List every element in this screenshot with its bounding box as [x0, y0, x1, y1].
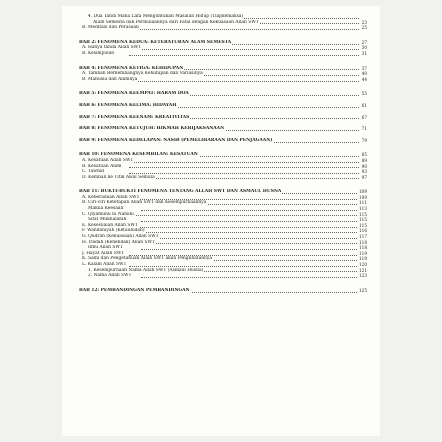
toc-page-number: 111 [359, 200, 367, 206]
toc-subentry [79, 77, 367, 83]
toc-page-number: 23 [361, 19, 367, 25]
toc-entry-title: B. Meditasi dan Perasaan [82, 25, 139, 31]
table-of-contents [79, 14, 367, 293]
toc-spacer [79, 31, 367, 40]
toc-dot-leader [129, 81, 359, 82]
toc-page-number: 31 [361, 50, 367, 56]
toc-page-number: 67 [361, 114, 367, 120]
toc-entry-title: G. Qudrah (Kekuasaan) Allah SWT [82, 234, 159, 240]
toc-entry-title: BAB 4: FENOMENA KETIGA: KEHIDUPAN [79, 65, 184, 71]
toc-entry-title: BAB 12: PEMBANDINGAN PEMBANDINGAN [79, 287, 190, 293]
toc-dot-leader [129, 178, 359, 179]
toc-page-number: 115 [359, 222, 367, 228]
toc-spacer [79, 82, 367, 91]
toc-page-number: 120 [359, 262, 367, 267]
toc-spacer [79, 143, 367, 152]
toc-chapter-entry [79, 126, 367, 132]
toc-page-number: 30 [361, 45, 367, 51]
toc-entry-title: E. Kesesuaian Allah SWT [82, 222, 138, 228]
toc-page-number: 117 [359, 234, 367, 240]
toc-page-number: 115 [359, 217, 367, 223]
toc-entry-title: BAB 5: FENOMENA KEEMPAT: HARAM DOA [79, 91, 189, 97]
toc-entry-title: H. Iradah (Kehendak) Allah SWT [82, 239, 155, 245]
toc-entry-title: BAB 9: FENOMENA KEDELAPAN: NASIB (PEMELIHARAAN DAN PENJAGAAN) [79, 137, 273, 143]
toc-chapter-entry [79, 138, 367, 144]
toc-page-number: 125 [359, 287, 367, 293]
toc-entry-title: 4. Dua Tahdi Mana Lafa Menguntukan Masalah Hidup (Tiapkemaksa) [88, 14, 244, 19]
toc-dot-leader [129, 55, 359, 56]
toc-entry-title: BAB 7: FENOMENA KEENAM: KREATIVITAS [79, 114, 190, 120]
toc-chapter-entry [79, 103, 367, 109]
toc-entry-title: B. Kesimpulan [82, 50, 115, 56]
toc-entry-title: A. Kesatuan Allah SWT [82, 157, 134, 163]
toc-page-number: 118 [359, 245, 367, 251]
toc-entry-title: BAB 6: FENOMENA KELIMA: HIDAYAH [79, 102, 177, 108]
toc-entry-title: A. Hanya tanda Allah SWT [82, 45, 142, 51]
toc-page-number: 40 [361, 71, 367, 77]
toc-page-number: 90 [361, 163, 367, 169]
toc-page-number: 61 [361, 102, 367, 108]
toc-entry-title: Makna Keesaan [88, 206, 124, 212]
toc-entry-title: L. Kalam Allah SWT [82, 262, 127, 267]
toc-chapter-entry [79, 91, 367, 97]
toc-entry-title: Sifat Mukhalafah [88, 217, 127, 223]
toc-subentry [79, 175, 367, 181]
toc-page-number: 37 [361, 65, 367, 71]
toc-subentry [79, 25, 367, 31]
book-page [62, 6, 380, 436]
toc-dot-leader [159, 107, 359, 108]
toc-page-number: 109 [359, 194, 367, 200]
toc-spacer [79, 180, 367, 189]
toc-entry-title: C. Tawhid [82, 169, 104, 175]
toc-spacer [79, 279, 367, 288]
toc-page-number: 97 [361, 174, 367, 180]
toc-page-number: 25 [361, 25, 367, 31]
toc-subentry [79, 273, 367, 279]
toc-page-number: 44 [361, 76, 367, 82]
toc-page-number: 115 [359, 211, 367, 217]
toc-entry-title: F. Wahdaniyah (Ketauhidan) [82, 228, 145, 234]
toc-page-number: 71 [361, 126, 367, 132]
toc-entry-title: Ilmu Allah SWT [88, 245, 123, 251]
toc-entry-title: B. Kesatuan Alam [82, 163, 122, 169]
toc-entry-title: C. Qiyamuhu bi Nafsihi [82, 211, 134, 217]
toc-entry-title: Alam Semesta dan Permulaannya dari Fatal dengan Kekuasaan Allah SWT [93, 19, 259, 25]
toc-page-number: 119 [359, 256, 367, 262]
toc-chapter-entry [79, 115, 367, 121]
toc-entry-title: BAB 11: BUKTI-BUKTI FENOMENA TENTANG ALLAH SWT DAN ASMAUL HUSNA [79, 189, 282, 195]
toc-page-number: 118 [359, 239, 367, 245]
toc-chapter-entry [79, 288, 367, 294]
toc-page-number: 55 [361, 91, 367, 97]
toc-entry-title: B. Ciri-ciri Ketetapan Allah SWT dan Kesempurnaannya [82, 200, 207, 206]
toc-page-number: 79 [361, 137, 367, 143]
toc-entry-title: 1. Kesempurnaan Nama Allah SWT (Asmaul Husna) [88, 267, 204, 273]
toc-page-number: 85 [361, 152, 367, 158]
toc-page-number: 93 [361, 169, 367, 175]
toc-entry-title: BAB 2: FENOMENA KEDUA: KETERATURAN ALAM SEMESTA [79, 39, 232, 45]
toc-dot-leader [141, 277, 359, 278]
toc-page-number: 123 [359, 273, 367, 279]
toc-page-number: 89 [361, 157, 367, 163]
toc-entry-title: BAB 8: FENOMENA KETUJUH: HIKMAH KEBIJAKSANAAN [79, 126, 225, 132]
toc-dot-leader [129, 29, 359, 30]
toc-page-number: 119 [359, 250, 367, 256]
toc-entry-title: D. Kembali ke Titik Awal Semula [82, 174, 155, 180]
toc-page-number: 113 [359, 206, 367, 212]
toc-page-number: 116 [359, 228, 367, 234]
toc-subentry [79, 51, 367, 57]
toc-entry-title: A. Keberadaan Allah SWT [82, 194, 140, 200]
toc-spacer [79, 57, 367, 66]
toc-entry-title: A. Tambah Berkembangnya Kehidupan dan Variasinya [82, 71, 203, 77]
toc-entry-title: BAB 10: FENOMENA KESEMBILAN: KESATUAN [79, 152, 198, 158]
toc-page-number: 121 [359, 267, 367, 273]
toc-entry-title: K. Sami dan Pengetahuan Allah SWT akan Penglihatannya [82, 256, 212, 262]
toc-entry-title: 2. Nama Allah SWT [88, 273, 132, 279]
toc-page-number: 109 [359, 189, 367, 195]
toc-page-number: 27 [361, 39, 367, 45]
toc-entry-title: B. Manusia dan Alamnya [82, 76, 138, 82]
toc-entry-title: J. Hayat Allah SWT [82, 250, 125, 256]
